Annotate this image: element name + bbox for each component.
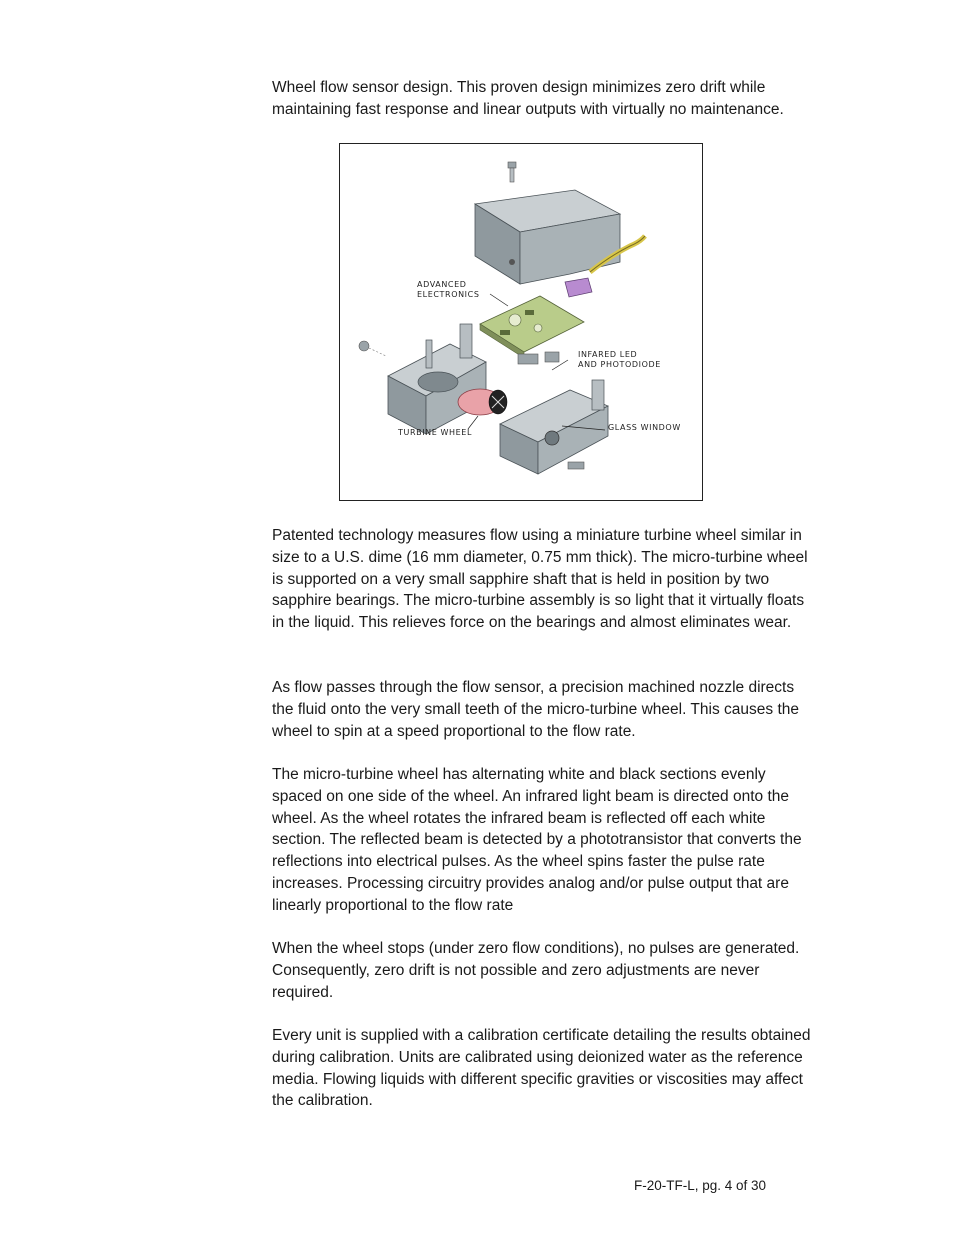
circuit-board: [480, 296, 584, 364]
body-paragraph: As flow passes through the flow sensor, a precision machined nozzle directs the fluid onto the very small teeth of the micro-turbine wheel. This causes the wheel to spin at a speed proportional to the flow rate.: [272, 679, 799, 740]
callout-infrared-line2: AND PHOTODIODE: [578, 360, 661, 369]
body-paragraph: Patented technology measures flow using a miniature turbine wheel similar in size to a U.S. dime (16 mm diameter, 0.75 mm thick). The micro-turbine wheel is supported on a very small sapphire shaft that is held in position by two sapphire bearings. The micro-turbine assembly is so light that it virtually floats in the liquid. This relieves force on the bearings and almost eliminates wear.: [272, 527, 808, 632]
callout-advanced-line1: ADVANCED: [417, 280, 467, 289]
callout-turbine-wheel: TURBINE WHEEL: [398, 428, 473, 437]
callout-infrared-line1: INFARED LED: [578, 350, 638, 359]
exploded-sensor-diagram: [339, 143, 703, 501]
body-paragraph: Every unit is supplied with a calibration certificate detailing the results obtained during calibration. Units are calibrated using deionized water as the reference media. Flowing liquids with different specific gravities or viscosities may affect the calibration.: [272, 1027, 811, 1110]
left-screw: [359, 341, 386, 356]
top-screw: [508, 162, 516, 182]
callout-advanced-line2: ELECTRONICS: [417, 290, 480, 299]
callout-glass-window: GLASS WINDOW: [608, 423, 681, 432]
cover-block: [475, 190, 620, 284]
body-paragraph: When the wheel stops (under zero flow conditions), no pulses are generated. Consequently, zero drift is not possible and zero adjustments are never required.: [272, 940, 800, 1001]
turbine-wheel: [458, 389, 507, 415]
sensor-illustration: [340, 144, 702, 500]
body-paragraph: The micro-turbine wheel has alternating white and black sections evenly spaced on one side of the wheel. An infrared light beam is directed onto the wheel. As the wheel rotates the infrared beam is reflected off each white section. The reflected beam is detected by a phototransistor that converts the reflections into electrical pulses. As the wheel spins faster the pulse rate increases. Processing circuitry provides analog and/or pulse output that are linearly proportional to the flow rate: [272, 766, 802, 914]
left-housing: [388, 324, 486, 434]
right-housing: [500, 380, 608, 474]
intro-paragraph: Wheel flow sensor design. This proven design minimizes zero drift while maintaining fast response and linear outputs with virtually no maintenance.: [272, 79, 784, 118]
page-footer: F-20-TF-L, pg. 4 of 30: [634, 1178, 767, 1193]
